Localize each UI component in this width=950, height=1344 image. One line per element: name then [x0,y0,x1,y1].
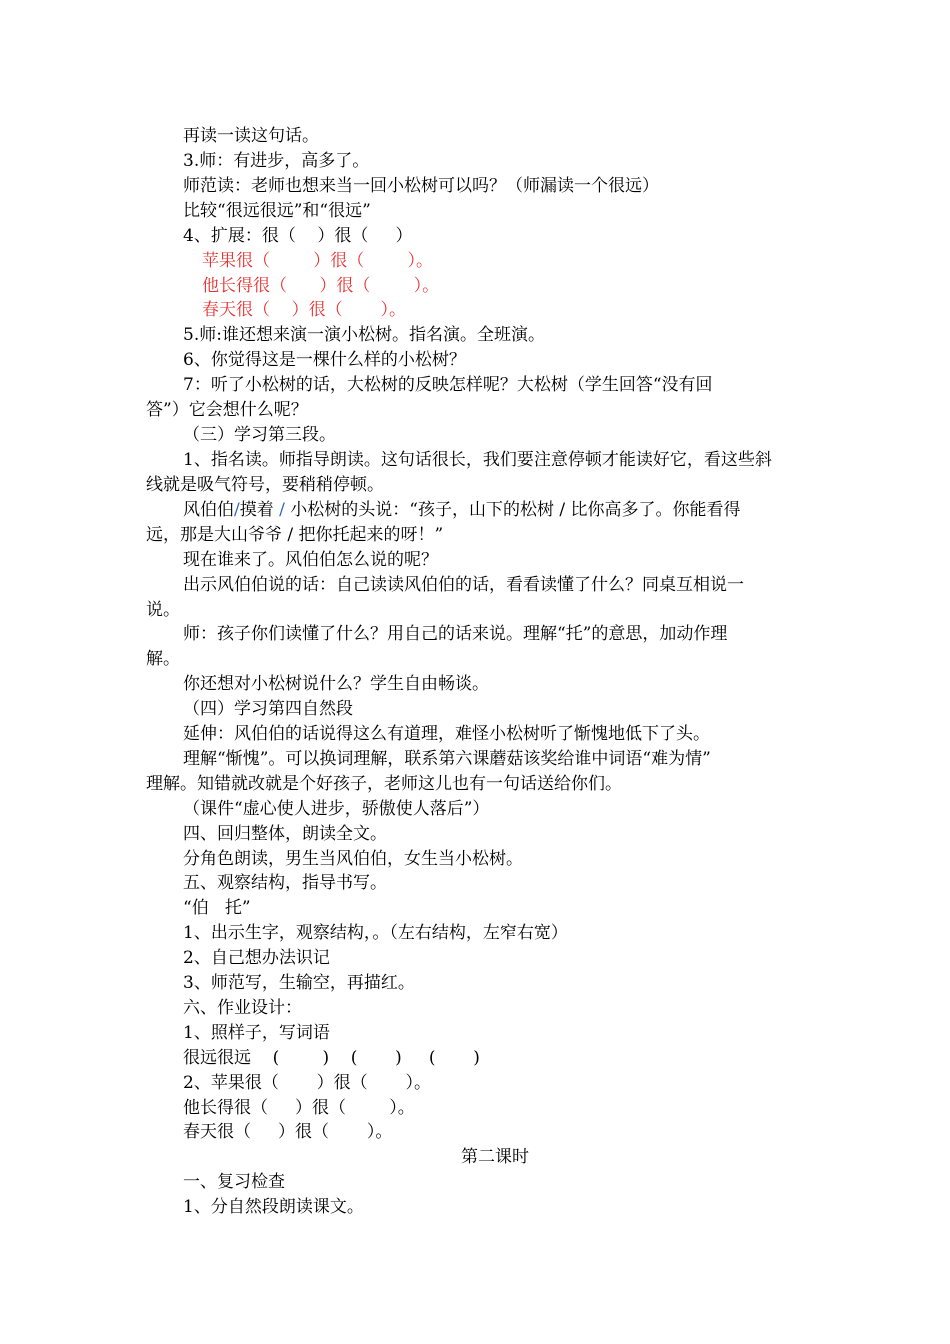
text-line [183,498,847,523]
text-span: 小松树的头说：“孩子，山下的松树 / 比你高多了。你能看得 [284,500,741,520]
text-line: 说。 [146,600,180,620]
pause-slash: / [234,500,240,520]
section-heading: （三）学习第三段。 [183,425,336,445]
section-heading: 五、观察结构，指导书写。 [183,873,387,893]
red-text-line: 他长得很（ ）很（ ）。 [202,276,440,296]
text-line: 3、师范写，生输空，再描红。 [183,973,415,993]
text-line: 理解“惭愧”。可以换词理解，联系第六课蘑菇该奖给谁中词语“难为情” [183,749,711,769]
text-line: 1、指名读。师指导朗读。这句话很长，我们要注意停顿才能读好它，看这些斜 [183,450,772,470]
lesson-heading: 第二课时 [461,1147,529,1167]
section-heading: 六、作业设计： [183,998,302,1018]
text-line: 3.师：有进步，高多了。 [183,151,370,171]
text-line: （课件“虚心使人进步，骄傲使人落后”） [183,799,490,819]
text-line: 春天很（ ）很（ ）。 [183,1122,393,1142]
section-heading: （四）学习第四自然段 [183,699,353,719]
text-line: 1、照样子，写词语 [183,1023,330,1043]
text-line: 答”）它会想什么呢？ [146,400,308,420]
text-line: 师范读：老师也想来当一回小松树可以吗？（师漏读一个很远） [183,176,659,196]
text-span: 摸着 [239,500,280,520]
text-line: 5.师:谁还想来演一演小松树。指名演。全班演。 [183,325,545,345]
text-line: 师：孩子你们读懂了什么？用自己的话来说。理解“托”的意思，加动作理 [183,624,728,644]
text-line: 4、扩展：很（ ）很（ ） [183,226,413,246]
text-line: 1、出示生字，观察结构，。（左右结构，左窄右宽） [183,923,568,943]
text-line: 比较“很远很远”和“很远” [183,201,371,221]
text-span: 风伯伯 [183,500,234,520]
text-line: 分角色朗读，男生当风伯伯，女生当小松树。 [183,849,523,869]
text-line: 远，那是大山爷爷 / 把你托起来的呀！” [146,525,444,545]
text-line: 再读一读这句话。 [183,126,319,146]
red-text-line: 春天很（ ）很（ ）。 [202,300,406,320]
red-text-line: 苹果很（ ）很（ ）。 [202,251,433,271]
section-heading: 四、回归整体，朗读全文。 [183,824,387,844]
section-heading: 一、复习检查 [183,1172,285,1192]
text-line: 你还想对小松树说什么？学生自由畅谈。 [183,674,489,694]
text-line: 出示风伯伯说的话：自己读读风伯伯的话，看看读懂了什么？同桌互相说一 [183,575,744,595]
text-line: 7：听了小松树的话，大松树的反映怎样呢？大松树（学生回答“没有回 [183,375,713,395]
text-line: 2、苹果很（ ）很（ ）。 [183,1073,431,1093]
text-line: 延伸：风伯伯的话说得这么有道理，难怪小松树听了惭愧地低下了头。 [183,724,710,744]
text-line: 2、自己想办法识记 [183,948,330,968]
text-line: 他长得很（ ）很（ ）。 [183,1098,415,1118]
text-line: 线就是吸气符号，要稍稍停顿。 [146,475,384,495]
text-line: 现在谁来了。风伯伯怎么说的呢？ [183,550,438,570]
text-line: 很远很远 ( ) ( ) ( ) [183,1048,480,1068]
text-line: 解。 [146,649,180,669]
pause-slash: / [279,500,285,520]
text-line: 理解。知错就改就是个好孩子，老师这儿也有一句话送给你们。 [146,774,622,794]
text-line: 1、分自然段朗读课文。 [183,1197,364,1217]
text-line: “伯 托” [183,898,251,918]
text-line: 6、你觉得这是一棵什么样的小松树？ [183,350,466,370]
